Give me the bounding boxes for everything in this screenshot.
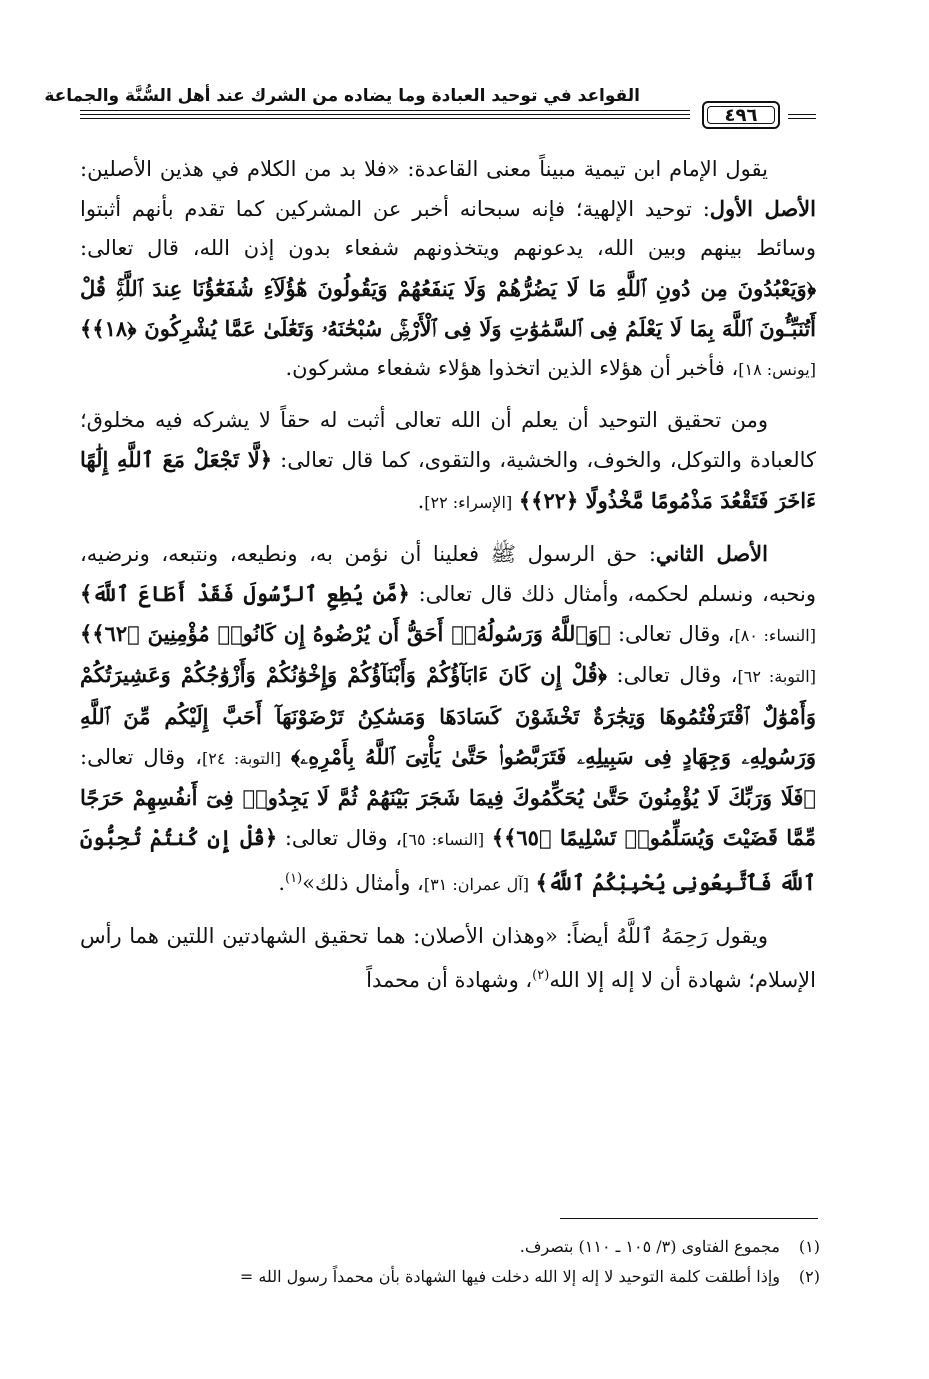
footnote-item xyxy=(60,1262,820,1292)
header-rule xyxy=(80,114,690,115)
footnote-text: وإذا أطلقت كلمة التوحيد لا إله إلا الله دخلت فيها الشهادة بأن محمداً رسول الله = xyxy=(239,1267,780,1286)
quran-verse: ﴿فَلَا وَرَبِّكَ لَا يُؤْمِنُونَ حَتَّىٰ يُحَكِّمُوكَ فِيمَا شَجَرَ بَيْنَهُمْ ثُمَّ لَا يَجِدُوا۟ فِىٓ أَنفُسِهِمْ حَرَجًا مِّمَّا قَضَيْتَ وَيُسَلِّمُوا۟ تَسْلِيمًا ﴿٦٥﴾﴾ xyxy=(80,785,816,851)
quran-verse: ﴿وَيَعْبُدُونَ مِن دُونِ ٱللَّهِ مَا لَا يَضُرُّهُمْ وَلَا يَنفَعُهُمْ وَيَقُولُونَ هَٰٓؤُلَآءِ شُفَعَٰٓؤُنَا عِندَ ٱللَّهِۚ قُلْ أَتُنَبِّـُٔونَ ٱللَّهَ بِمَا لَا يَعْلَمُ فِى ٱلسَّمَٰوَٰتِ وَلَا فِى ٱلْأَرْضِۚ سُبْحَٰنَهُۥ وَتَعَٰلَىٰ عَمَّا يُشْرِكُونَ ﴿١٨﴾﴾ xyxy=(80,275,816,341)
verse-reference: [النساء: ٨٠] xyxy=(734,626,816,646)
page-number: ٤٩٦ xyxy=(724,104,758,126)
footnote-number: (١) xyxy=(798,1237,820,1256)
verse-reference: [التوبة: ٢٤] xyxy=(202,748,281,768)
verse-reference: [آل عمران: ٣١] xyxy=(423,875,529,895)
footnote-separator xyxy=(560,1218,818,1219)
header-ornament xyxy=(788,118,816,119)
footnote-marker[interactable]: (٢) xyxy=(532,967,550,983)
section-heading: الأصل الأول xyxy=(709,196,816,222)
paragraph-2: ومن تحقيق التوحيد أن يعلم أن الله تعالى أثبت له حقاً لا يشركه فيه مخلوق؛ كالعبادة والتوكل، والخوف، والخشية، والتقوى، كما قال تعالى: ﴿لَّا تَجْعَلْ مَعَ ٱللَّهِ إِلَٰهًا ءَاخَرَ فَتَقْعُدَ مَذْمُومًا مَّخْذُولًا ﴿٢٢﴾﴾ [الإسراء: ٢٢]. xyxy=(80,408,816,513)
paragraph-3: الأصل الثاني: حق الرسول ﷺ فعلينا أن نؤمن به، ونطيعه، ونتبعه، ونرضيه، ونحبه، ونسلم لحكمه، وأمثال ذلك قال تعالى: ﴿مَّن يُطِعِ ٱلرَّسُولَ فَقَدْ أَطَاعَ ٱللَّهَ﴾ [النساء: ٨٠]، وقال تعالى: ﴿وَٱللَّهُ وَرَسُولُهُۥٓ أَحَقُّ أَن يُرْضُوهُ إِن كَانُوا۟ مُؤْمِنِينَ ﴿٦٢﴾﴾ [التوبة: ٦٢]، وقال تعالى: ﴿قُلْ إِن كَانَ ءَابَآؤُكُمْ وَأَبْنَآؤُكُمْ وَإِخْوَٰنُكُمْ وَأَزْوَٰجُكُمْ وَعَشِيرَتُكُمْ وَأَمْوَٰلٌ ٱقْتَرَفْتُمُوهَا وَتِجَٰرَةٌ تَخْشَوْنَ كَسَادَهَا وَمَسَٰكِنُ تَرْضَوْنَهَآ أَحَبَّ إِلَيْكُم مِّنَ ٱللَّهِ وَرَسُولِهِۦ وَجِهَادٍ فِى سَبِيلِهِۦ فَتَرَبَّصُوا۟ حَتَّىٰ يَأْتِىَ ٱللَّهُ بِأَمْرِهِۦ﴾ [التوبة: ٢٤]، وقال تعالى: ﴿فَلَا وَرَبِّكَ لَا يُؤْمِنُونَ حَتَّىٰ يُحَكِّمُوكَ فِيمَا شَجَرَ بَيْنَهُمْ ثُمَّ لَا يَجِدُوا۟ فِىٓ أَنفُسِهِمْ حَرَجًا مِّمَّا قَضَيْتَ وَيُسَلِّمُوا۟ تَسْلِيمًا ﴿٦٥﴾﴾ [النساء: ٦٥]، وقال تعالى: ﴿قُلْ إِن كُنتُمْ تُحِبُّونَ ٱللَّهَ فَٱتَّبِعُونِى يُحْبِبْكُمُ ٱللَّهُ﴾ [آل عمران: ٣١]، وأمثال ذلك»$^{(١)}$. xyxy=(80,540,816,896)
footnote-marker[interactable]: (١) xyxy=(285,871,303,887)
quran-verse: ﴿قُلْ إِن كُنتُمْ تُحِبُّونَ ٱللَّهَ فَٱتَّبِعُونِى يُحْبِبْكُمُ ٱللَّهُ﴾ xyxy=(80,825,816,896)
section-heading: الأصل الثاني xyxy=(655,540,768,566)
header-rule xyxy=(80,118,690,119)
page-header xyxy=(44,78,820,138)
running-title: القواعد في توحيد العبادة وما يضاده من الشرك عند أهل السُّنَّة والجماعة xyxy=(44,86,640,106)
verse-reference: [النساء: ٦٥] xyxy=(402,830,485,850)
page-number-box xyxy=(702,101,780,129)
verse-reference: [الإسراء: ٢٢] xyxy=(424,492,513,512)
footnote-number: (٢) xyxy=(798,1267,820,1286)
quran-verse: ﴿وَٱللَّهُ وَرَسُولُهُۥٓ أَحَقُّ أَن يُرْضُوهُ إِن كَانُوا۟ مُؤْمِنِينَ ﴿٦٢﴾﴾ xyxy=(80,621,611,647)
footnotes xyxy=(60,1232,820,1292)
paragraph-1: يقول الإمام ابن تيمية مبيناً معنى القاعدة: «فلا بد من الكلام في هذين الأصلين: الأصل الأول: توحيد الإلهية؛ فإنه سبحانه أخبر عن المشركين كما تقدم بأنهم أثبتوا وسائط بينهم وبين الله، يدعونهم ويتخذونهم شفعاء بدون إذن الله، قال تعالى: ﴿وَيَعْبُدُونَ مِن دُونِ ٱللَّهِ مَا لَا يَضُرُّهُمْ وَلَا يَنفَعُهُمْ وَيَقُولُونَ هَٰٓؤُلَآءِ شُفَعَٰٓؤُنَا عِندَ ٱللَّهِۚ قُلْ أَتُنَبِّـُٔونَ ٱللَّهَ بِمَا لَا يَعْلَمُ فِى ٱلسَّمَٰوَٰتِ وَلَا فِى ٱلْأَرْضِۚ سُبْحَٰنَهُۥ وَتَعَٰلَىٰ عَمَّا يُشْرِكُونَ ﴿١٨﴾﴾ [يونس: ١٨]، فأخبر أن هؤلاء الذين اتخذوا هؤلاء شفعاء مشركون. xyxy=(80,157,816,381)
quran-verse: ﴿مَّن يُطِعِ ٱلرَّسُولَ فَقَدْ أَطَاعَ ٱللَّهَ﴾ xyxy=(80,581,410,607)
paragraph-4: ويقول رَحِمَهُ ٱللَّهُ أيضاً: «وهذان الأصلان: هما تحقيق الشهادتين اللتين هما رأس الإسلام؛ شهادة أن لا إله إلا الله$^{(٢)}$، وشهادة أن محمداً xyxy=(80,923,816,992)
footnote-text: مجموع الفتاوى (٣/ ١٠٥ ـ ١١٠) بتصرف. xyxy=(519,1237,780,1256)
verse-reference: [يونس: ١٨] xyxy=(738,360,816,380)
quran-verse: ﴿لَّا تَجْعَلْ مَعَ ٱللَّهِ إِلَٰهًا ءَاخَرَ فَتَقْعُدَ مَذْمُومًا مَّخْذُولًا ﴿٢٢﴾﴾ xyxy=(80,447,816,513)
header-rule xyxy=(80,110,690,111)
main-text xyxy=(80,150,816,1012)
footnote-item xyxy=(60,1232,820,1262)
header-ornament xyxy=(788,114,816,115)
verse-reference: [التوبة: ٦٢] xyxy=(737,667,816,687)
quran-verse: ﴿قُلْ إِن كَانَ ءَابَآؤُكُمْ وَأَبْنَآؤُكُمْ وَإِخْوَٰنُكُمْ وَأَزْوَٰجُكُمْ وَعَشِيرَتُكُمْ وَأَمْوَٰلٌ ٱقْتَرَفْتُمُوهَا وَتِجَٰرَةٌ تَخْشَوْنَ كَسَادَهَا وَمَسَٰكِنُ تَرْضَوْنَهَآ أَحَبَّ إِلَيْكُم مِّنَ ٱللَّهِ وَرَسُولِهِۦ وَجِهَادٍ فِى سَبِيلِهِۦ فَتَرَبَّصُوا۟ حَتَّىٰ يَأْتِىَ ٱللَّهُ بِأَمْرِهِۦ﴾ xyxy=(80,662,816,769)
